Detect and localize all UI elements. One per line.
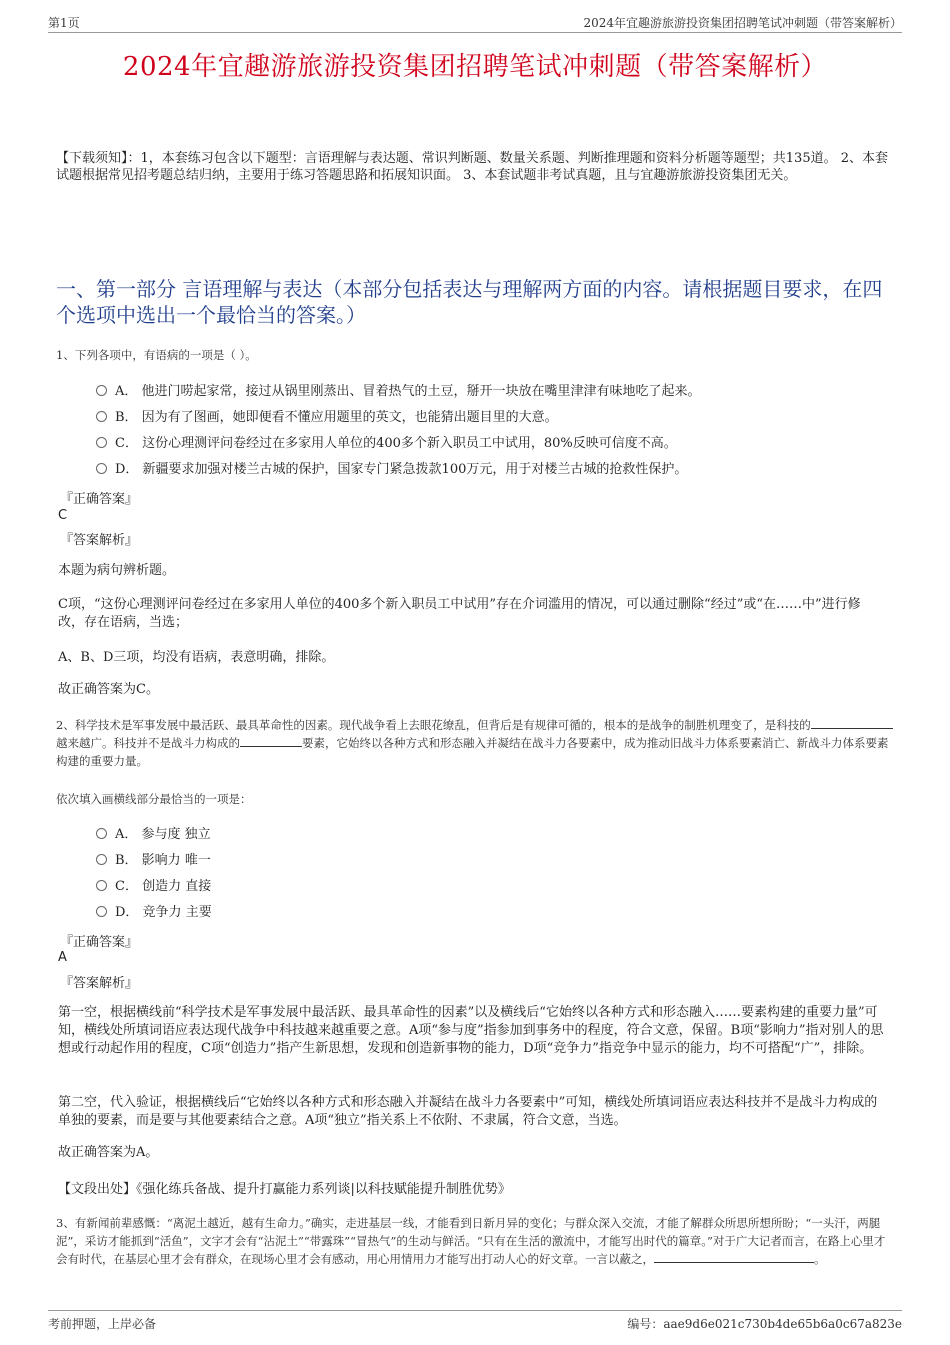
question-1-option-c[interactable]: C． 这份心理测评问卷经过在多家用人单位的400多个新入职员工中试用，80%反映可信度不高。 [96, 435, 677, 453]
radio-icon[interactable] [96, 385, 107, 396]
page-number: 第1页 [48, 16, 80, 30]
question-2-answer: A [58, 950, 67, 965]
fill-blank-3[interactable] [654, 1250, 814, 1263]
analysis-label: 『答案解析』 [60, 533, 139, 548]
question-1-stem: 1、下列各项中，有语病的一项是（ ）。 [56, 348, 257, 362]
question-2-option-b[interactable]: B． 影响力 唯一 [96, 852, 211, 870]
page-footer [48, 1310, 902, 1333]
fill-blank-1[interactable] [811, 716, 893, 729]
question-1-option-a[interactable]: A． 他进门唠起家常，接过从锅里刚蒸出、冒着热气的土豆，掰开一块放在嘴里津津有味地吃了起来。 [96, 383, 701, 401]
question-1-analysis-4: 故正确答案为C。 [58, 682, 159, 697]
source-citation: 【文段出处】《强化练兵备战、提升打赢能力系列谈|以科技赋能提升制胜优势》 [58, 1182, 511, 1197]
radio-icon[interactable] [96, 828, 107, 839]
question-1-analysis-1: 本题为病句辨析题。 [58, 563, 176, 578]
correct-answer-label: 『正确答案』 [60, 492, 139, 507]
footer-id: 编号：aae9d6e021c730b4de65b6a0c67a823e [627, 1317, 902, 1331]
question-2-option-c[interactable]: C． 创造力 直接 [96, 878, 211, 896]
radio-icon[interactable] [96, 880, 107, 891]
section-heading: 一、第一部分 言语理解与表达（本部分包括表达与理解两方面的内容。请根据题目要求，在四个选项中选出一个最恰当的答案。） [56, 277, 883, 327]
page-header [48, 14, 902, 33]
header-doc-title: 2024年宜趣游旅游投资集团招聘笔试冲刺题（带答案解析） [583, 16, 902, 30]
radio-icon[interactable] [96, 463, 107, 474]
correct-answer-label: 『正确答案』 [60, 935, 139, 950]
radio-icon[interactable] [96, 854, 107, 865]
question-2-analysis-3: 故正确答案为A。 [58, 1145, 159, 1160]
document-title: 2024年宜趣游旅游投资集团招聘笔试冲刺题（带答案解析） [122, 52, 828, 82]
footer-slogan: 考前押题，上岸必备 [48, 1317, 157, 1331]
question-2-stem: 2、科学技术是军事发展中最活跃、最具革命性的因素。现代战争看上去眼花缭乱，但背后是有规律可循的，根本的是战争的制胜机理变了，是科技的越来越广。科技并不是战斗力构成的 要素，它始终以各种方式和形态融入并凝结在战斗力各要素中，成为推动旧战斗力体系要素消亡、新战斗力体系要素构建的重要力量。 [56, 716, 896, 770]
question-2-option-d[interactable]: D． 竞争力 主要 [96, 904, 212, 922]
fill-blank-2[interactable] [240, 734, 302, 747]
question-2-analysis-1: 第一空，根据横线前“科学技术是军事发展中最活跃、最具革命性的因素”以及横线后“它始终以各种方式和形态融入……要素构建的重要力量”可知，横线处所填词语应表达现代战争中科技越来越重要之意。A项“参与度”指参加到事务中的程度，符合文意，保留。B项“影响力”指对别人的思想或行动起作用的程度，C项“创造力”指产生新思想，发现和创造新事物的能力，D项“竞争力”指竞争中显示的能力，均不可搭配“广”，排除。 [58, 1005, 884, 1056]
question-3-stem: 3、有新闻前辈感慨：“离泥土越近，越有生命力。”确实，走进基层一线，才能看到日新月异的变化；与群众深入交流，才能了解群众所思所想所盼；“一头汗，两腿泥”，采访才能抓到“活鱼”，文字才会有“沾泥土”“带露珠”“冒热气”的生动与鲜活。“只有在生活的激流中，才能写出时代的篇章。”对于广大记者而言，在路上心里才会有时代，在基层心里才会有群众，在现场心里才会有感动，用心用情用力才能写出打动人心的好文章。一言以蔽之， 。 [56, 1216, 886, 1266]
question-2-instruction: 依次填入画横线部分最恰当的一项是： [56, 792, 252, 806]
analysis-label: 『答案解析』 [60, 976, 139, 991]
question-2-option-a[interactable]: A． 参与度 独立 [96, 826, 211, 844]
question-1-analysis-3: A、B、D三项，均没有语病，表意明确，排除。 [58, 650, 335, 665]
radio-icon[interactable] [96, 411, 107, 422]
radio-icon[interactable] [96, 437, 107, 448]
question-1-option-b[interactable]: B． 因为有了图画，她即便看不懂应用题里的英文，也能猜出题目里的大意。 [96, 409, 558, 427]
question-2-analysis-2: 第二空，代入验证，根据横线后“它始终以各种方式和形态融入并凝结在战斗力各要素中”可知，横线处所填词语应表达科技并不是战斗力构成的单独的要素，而是要与其他要素结合之意。A项“独立”指关系上不依附、不隶属，符合文意，当选。 [58, 1095, 878, 1128]
radio-icon[interactable] [96, 906, 107, 917]
download-notice: 【下载须知】：1，本套练习包含以下题型：言语理解与表达题、常识判断题、数量关系题、判断推理题和资料分析题等题型；共135道。 2、本套试题根据常见招考题总结归纳，主要用于练习答题思路和拓展知识面。 3、本套试题非考试真题，且与宜趣游旅游投资集团无关。 [56, 151, 888, 183]
question-1-analysis-2: C项，“这份心理测评问卷经过在多家用人单位的400多个新入职员工中试用”存在介词滥用的情况，可以通过删除“经过”或“在……中”进行修改，存在语病，当选； [58, 597, 861, 630]
question-1-answer: C [58, 508, 68, 523]
question-1-option-d[interactable]: D． 新疆要求加强对楼兰古城的保护，国家专门紧急拨款100万元，用于对楼兰古城的抢救性保护。 [96, 461, 687, 479]
